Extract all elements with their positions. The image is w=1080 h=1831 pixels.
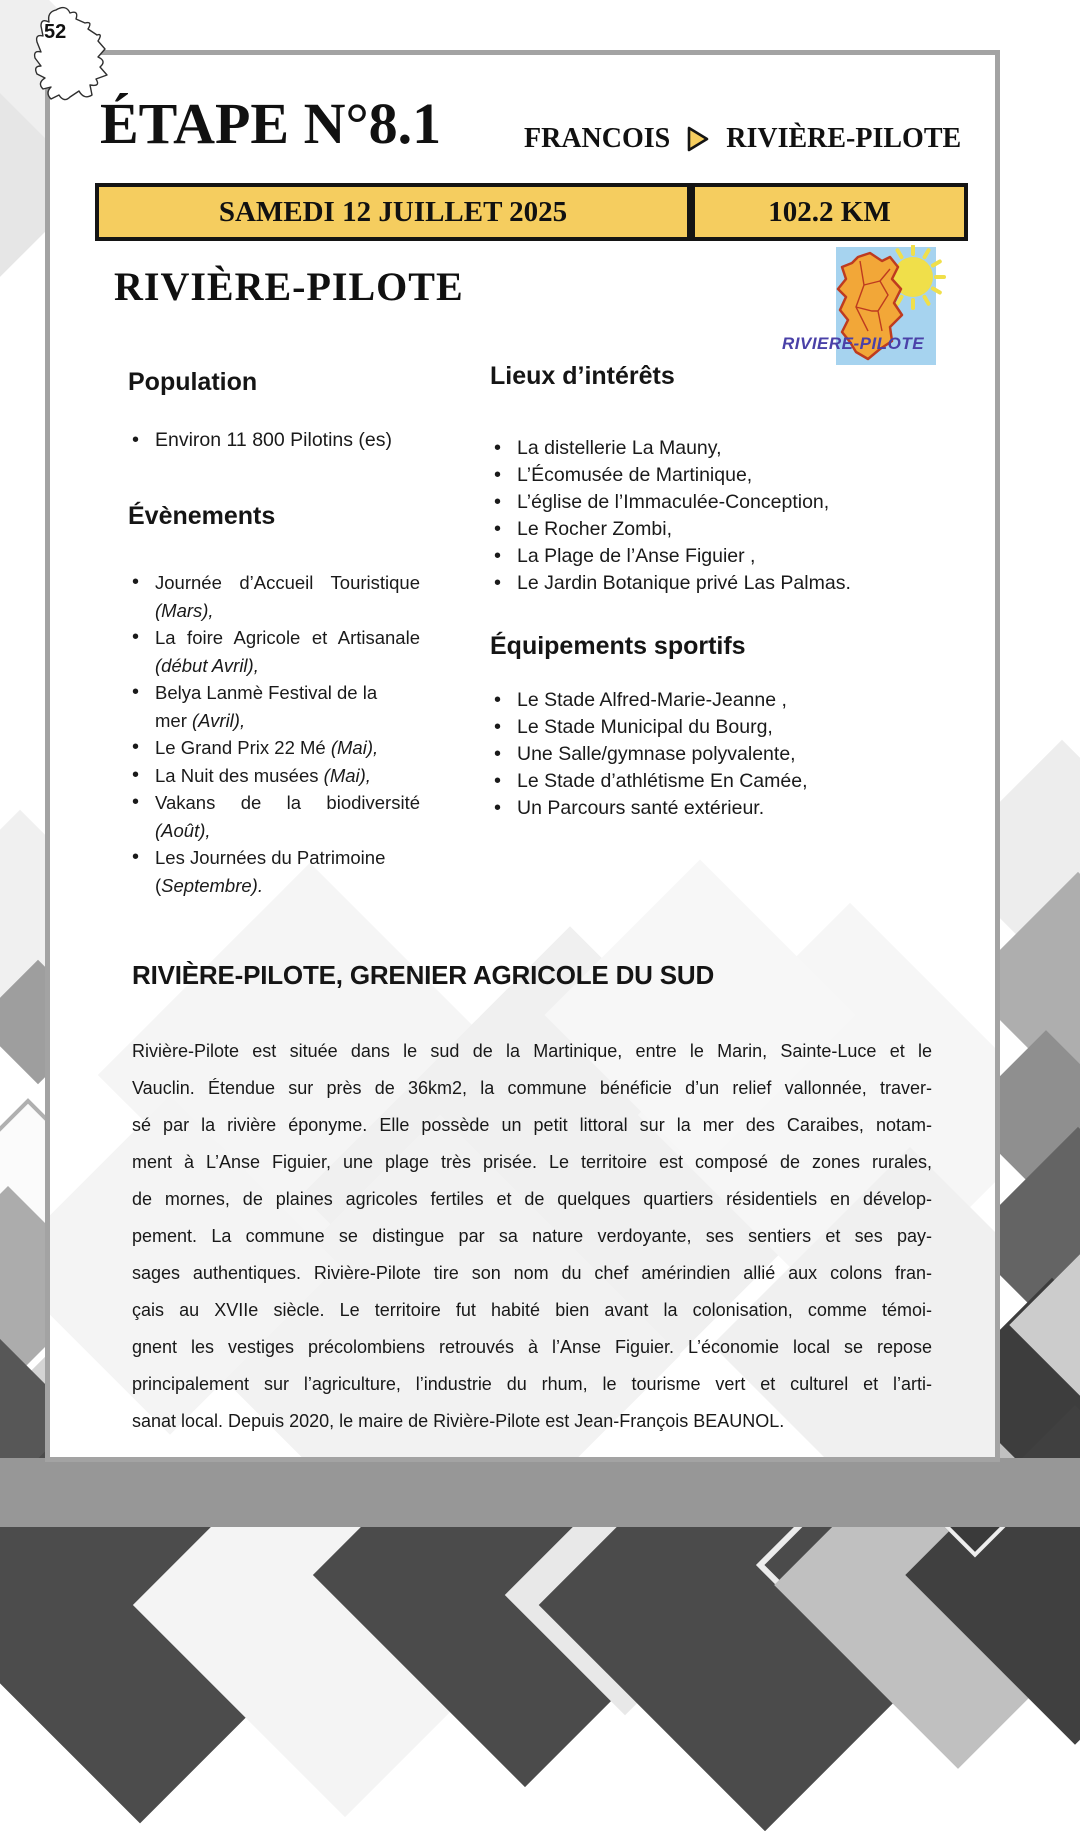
events-list xyxy=(128,569,420,899)
article-line: Rivière-Pilote est située dans le sud de la Martinique, entre le Marin, Sainte-Luce et le xyxy=(132,1041,932,1061)
route-to: RIVIÈRE-PILOTE xyxy=(726,123,962,154)
section-places-sports xyxy=(490,361,990,822)
list-item: • Belya Lanmè Festival de la mer (Avril), xyxy=(128,679,420,734)
article-line: Vauclin. Étendue sur près de 36km2, la commune bénéficie d’un relief vallonnée, traver- xyxy=(132,1078,932,1098)
article-line: principalement sur l’agriculture, l’industrie du rhum, le tourisme vert et culturel et l’arti- xyxy=(132,1374,932,1394)
martinique-outline-icon xyxy=(18,4,128,126)
article-line: sages authentiques. Rivière-Pilote tire son nom du chef amérindien allié aux colons fran- xyxy=(132,1263,932,1283)
city-title: RIVIÈRE-PILOTE xyxy=(114,264,464,309)
article-line: gnent les vestiges précolombiens retrouvés à l’Anse Figuier. L’économie local se repose xyxy=(132,1337,932,1357)
page-number: 52 xyxy=(44,21,67,43)
list-item: • La distellerie La Mauny, xyxy=(490,435,990,462)
commune-logo xyxy=(780,245,965,373)
list-item: • La foire Agricole et Artisanale (début Avril), xyxy=(128,624,420,679)
list-item: • Le Grand Prix 22 Mé (Mai), xyxy=(128,734,420,762)
article-paragraph xyxy=(132,1033,932,1440)
route xyxy=(524,125,961,153)
route-from: FRANCOIS xyxy=(524,123,671,154)
population-heading: Population xyxy=(128,368,258,396)
list-item: • Les Journées du Patrimoine (Septembre). xyxy=(128,844,420,899)
places-list xyxy=(490,435,990,597)
distance-cell: 102.2 KM xyxy=(691,183,968,241)
population-list xyxy=(128,427,420,454)
page-card xyxy=(45,50,1000,1462)
list-item: • La Nuit des musées (Mai), xyxy=(128,762,420,790)
article-line: de mornes, de plaines agricoles fertiles et de quelques quartiers résidentiels en dévelop- xyxy=(132,1189,932,1209)
places-heading: Lieux d’intérêts xyxy=(490,362,675,390)
list-item: • Vakans de la biodiversité (Août), xyxy=(128,789,420,844)
sports-list xyxy=(490,687,990,822)
list-item: • Un Parcours santé extérieur. xyxy=(490,795,990,822)
sports-heading: Équipements sportifs xyxy=(490,632,746,660)
list-item: • Le Stade Alfred-Marie-Jeanne , xyxy=(490,687,990,714)
events-heading: Évènements xyxy=(128,502,276,530)
list-item: • Le Jardin Botanique privé Las Palmas. xyxy=(490,570,990,597)
logo-label: RIVIERE-PILOTE xyxy=(782,334,925,353)
article-line: sanat local. Depuis 2020, le maire de Rivière-Pilote est Jean-François BEAUNOL. xyxy=(132,1411,785,1431)
list-item: • L’Écomusée de Martinique, xyxy=(490,462,990,489)
list-item: • Environ 11 800 Pilotins (es) xyxy=(128,427,420,454)
article-line: sé par la rivière éponyme. Elle possède un petit littoral sur la mer des Caraibes, notam- xyxy=(132,1115,932,1135)
list-item: • Le Stade Municipal du Bourg, xyxy=(490,714,990,741)
article-line: ment à L’Anse Figuier, une plage très prisée. Le territoire est composé de zones rurales, xyxy=(132,1152,932,1172)
bottom-band xyxy=(0,1458,1080,1527)
article-line: çais au XVIIe siècle. Le territoire fut habité bien avant la colonisation, comme témoi- xyxy=(132,1300,932,1320)
date-cell: SAMEDI 12 JUILLET 2025 xyxy=(95,183,691,241)
etape-title: ÉTAPE N°8.1 xyxy=(100,91,442,156)
list-item: • Le Stade d’athlétisme En Camée, xyxy=(490,768,990,795)
article-heading: RIVIÈRE-PILOTE, GRENIER AGRICOLE DU SUD xyxy=(132,960,715,990)
list-item: • La Plage de l’Anse Figuier , xyxy=(490,543,990,570)
list-item: • Le Rocher Zombi, xyxy=(490,516,990,543)
list-item: • Journée d’Accueil Touristique (Mars), xyxy=(128,569,420,624)
route-arrow-icon xyxy=(686,125,710,153)
date-banner xyxy=(95,183,968,241)
list-item: • L’église de l’Immaculée-Conception, xyxy=(490,489,990,516)
section-population-events xyxy=(128,367,420,899)
list-item: • Une Salle/gymnase polyvalente, xyxy=(490,741,990,768)
article-line: pement. La commune se distingue par sa nature verdoyante, ses sentiers et ses pay- xyxy=(132,1226,932,1246)
